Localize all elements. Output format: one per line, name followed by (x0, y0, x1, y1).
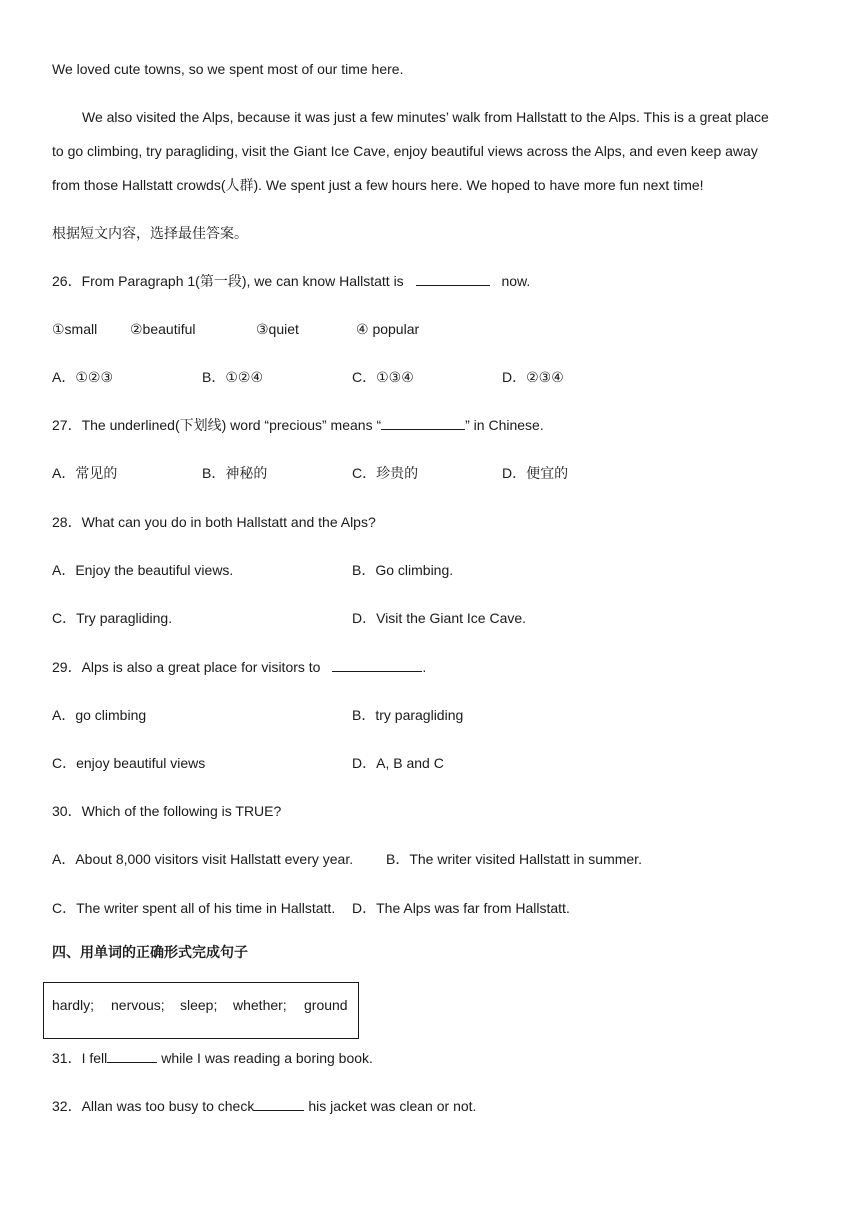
instruction: 根据短文内容，选择最佳答案。 (52, 225, 248, 241)
item-2: ②beautiful (130, 321, 196, 337)
question-29-stem (52, 657, 426, 677)
option-c[interactable]: C．Try paragliding. (52, 610, 173, 626)
passage-line: from those Hallstatt crowds(人群). We spent just a few hours here. We hoped to have more fun next time! (52, 177, 704, 193)
question-26-stem-end: now. (501, 273, 531, 289)
option-d[interactable]: D．A, B and C (352, 755, 444, 771)
option-b[interactable]: B．①②④ (202, 369, 263, 385)
word-bank-item: whether; (233, 997, 287, 1013)
option-c[interactable]: C．enjoy beautiful views (52, 755, 206, 771)
question-27-stem-start: 27．The underlined(下划线) word “precious” means “ (52, 417, 382, 433)
passage-line: to go climbing, try paragliding, visit the Giant Ice Cave, enjoy beautiful views across the Alps, and even keep away (52, 143, 758, 159)
section-heading: 四、用单词的正确形式完成句子 (52, 945, 248, 961)
answer-blank[interactable] (332, 657, 422, 672)
word-bank-item: nervous; (111, 997, 165, 1013)
option-b[interactable]: B．The writer visited Hallstatt in summer. (386, 851, 642, 867)
question-27-stem (52, 415, 544, 435)
word-bank-item: hardly; (52, 997, 95, 1013)
option-a[interactable]: A．常见的 (52, 465, 118, 481)
question-26-stem-start: 26．From Paragraph 1(第一段), we can know Hallstatt is (52, 273, 404, 289)
option-d[interactable]: D．便宜的 (502, 465, 569, 481)
item-4: ④ popular (356, 321, 420, 337)
question-31-stem-start: 31．I fell (52, 1050, 108, 1066)
option-d[interactable]: D．The Alps was far from Hallstatt. (352, 900, 570, 916)
word-bank (43, 982, 359, 1039)
question-28-stem: 28．What can you do in both Hallstatt and the Alps? (52, 514, 376, 530)
question-27-stem-end: ” in Chinese. (465, 417, 544, 433)
option-c[interactable]: C．珍贵的 (352, 465, 419, 481)
option-b[interactable]: B．Go climbing. (352, 562, 454, 578)
question-31-stem (52, 1048, 373, 1068)
question-29-stem-start: 29．Alps is also a great place for visitors to (52, 659, 321, 675)
word-bank-item: ground (304, 997, 348, 1013)
question-29-stem-end: . (422, 659, 427, 675)
option-a[interactable]: A．go climbing (52, 707, 147, 723)
option-c[interactable]: C．The writer spent all of his time in Hallstatt. (52, 900, 336, 916)
passage-line: We loved cute towns, so we spent most of our time here. (52, 61, 404, 77)
item-1: ①small (52, 321, 98, 337)
answer-blank[interactable] (416, 271, 490, 286)
option-d[interactable]: D．Visit the Giant Ice Cave. (352, 610, 527, 626)
option-b[interactable]: B．try paragliding (352, 707, 464, 723)
option-d[interactable]: D．②③④ (502, 369, 564, 385)
option-b[interactable]: B．神秘的 (202, 465, 268, 481)
question-31-stem-end: while I was reading a boring book. (161, 1050, 373, 1066)
item-3: ③quiet (256, 321, 299, 337)
question-32-stem-start: 32．Allan was too busy to check (52, 1098, 255, 1114)
word-bank-item: sleep; (180, 997, 218, 1013)
question-30-stem: 30．Which of the following is TRUE? (52, 803, 282, 819)
answer-blank[interactable] (254, 1096, 304, 1111)
option-a[interactable]: A．Enjoy the beautiful views. (52, 562, 234, 578)
option-a[interactable]: A．About 8,000 visitors visit Hallstatt every year. (52, 851, 354, 867)
passage-line: We also visited the Alps, because it was just a few minutes’ walk from Hallstatt to the Alps. This is a great place (82, 109, 769, 125)
question-26-stem (52, 271, 530, 291)
question-32-stem-end: his jacket was clean or not. (308, 1098, 477, 1114)
answer-blank[interactable] (107, 1048, 157, 1063)
answer-blank[interactable] (381, 415, 465, 430)
option-c[interactable]: C．①③④ (352, 369, 414, 385)
option-a[interactable]: A．①②③ (52, 369, 113, 385)
question-32-stem (52, 1096, 476, 1116)
